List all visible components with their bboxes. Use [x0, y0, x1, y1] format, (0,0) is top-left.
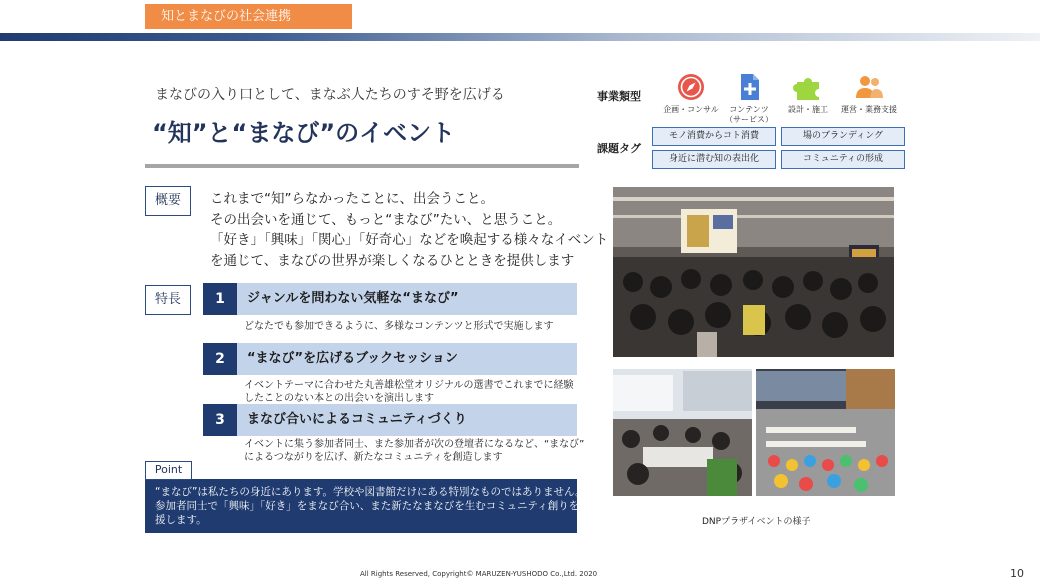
- business-type-caption: 運営・業務支援: [841, 105, 897, 114]
- feature-description: [244, 320, 554, 333]
- point-box: [145, 479, 590, 533]
- business-type-caption: 企画・コンサル: [663, 105, 719, 114]
- feature-description-line: によるつながりを広げ、新たなコミュニティを創造します: [244, 452, 503, 463]
- overview-line: その出会いを通じて、もっと“まなび”たい、と思うこと。: [210, 211, 562, 228]
- feature-item-2: [203, 343, 577, 375]
- point-line: 援します。: [155, 514, 207, 526]
- overview-line: を通じて、まなびの世界が楽しくなるひとときを提供します: [210, 252, 575, 269]
- page-number: 10: [1010, 567, 1024, 580]
- page-subtitle: まなびの入り口として、まなぶ人たちのすそ野を広げる: [155, 87, 505, 103]
- copyright-text: All Rights Reserved, Copyright© MARUZEN-YUSHODO Co.,Ltd. 2020: [360, 570, 598, 578]
- page-title: “知”と“まなび”のイベント: [152, 119, 456, 147]
- feature-title: “まなび”を広げるブックセッション: [247, 351, 458, 366]
- point-label: Point: [145, 461, 192, 480]
- feature-number: 2: [203, 343, 237, 375]
- compass-icon: [676, 72, 706, 102]
- point-line: “まなび”は私たちの身近にあります。学校や図書館だけにある特別なものではありません。: [155, 486, 586, 498]
- business-type-caption: コンテンツ: [729, 105, 769, 114]
- issue-tag: 身近に潜む知の表出化: [652, 150, 776, 169]
- photo-caption: DNPプラザイベントの様子: [702, 517, 811, 527]
- issue-tag: コミュニティの形成: [781, 150, 905, 169]
- features-label: 特長: [145, 285, 191, 315]
- business-type-heading: 事業類型: [597, 90, 641, 103]
- event-photo-main: [613, 187, 894, 357]
- people-icon: [854, 72, 884, 102]
- document-plus-icon: [734, 72, 764, 102]
- puzzle-icon: [793, 72, 823, 102]
- issue-tag-heading: 課題タグ: [597, 142, 641, 155]
- business-type-caption: 設計・施工: [788, 105, 828, 114]
- feature-number: 1: [203, 283, 237, 315]
- overview-text: [210, 189, 608, 271]
- business-type-caption-sub: （サービス）: [725, 115, 773, 124]
- feature-title: まなび合いによるコミュニティづくり: [247, 412, 467, 427]
- feature-description: [244, 379, 574, 405]
- feature-description: [244, 438, 584, 464]
- feature-item-1: [203, 283, 577, 315]
- overview-line: 「好き」「興味」「関心」「好奇心」などを喚起する様々なイベント: [210, 232, 609, 248]
- feature-description-line: どなたでも参加できるように、多様なコンテンツと形式で実施します: [244, 321, 554, 332]
- business-type-operation: [829, 72, 909, 115]
- event-photo-workshop: [613, 369, 752, 496]
- event-photo-venue: [756, 369, 895, 496]
- header-band: [0, 33, 1040, 41]
- overview-line: これまで“知”らなかったことに、出会うこと。: [210, 191, 494, 207]
- title-divider: [145, 164, 579, 168]
- issue-tag: モノ消費からコト消費: [652, 127, 776, 146]
- feature-title: ジャンルを問わない気軽な“まなび”: [247, 291, 459, 306]
- feature-description-line: イベントに集う参加者同士、また参加者が次の登壇者になるなど、“まなび”: [244, 439, 585, 450]
- feature-description-line: したことのない本との出会いを演出します: [244, 393, 434, 404]
- feature-description-line: イベントテーマに合わせた丸善雄松堂オリジナルの選書でこれまでに経験: [244, 380, 574, 391]
- section-tag: 知とまなびの社会連携: [145, 4, 352, 29]
- feature-number: 3: [203, 404, 237, 436]
- feature-item-3: [203, 404, 577, 436]
- issue-tag: 場のブランディング: [781, 127, 905, 146]
- point-line: 参加者同士で「興味」「好き」をまなび合い、また新たなまなびを生むコミュニティ創りを支: [155, 500, 590, 512]
- overview-label: 概要: [145, 186, 191, 216]
